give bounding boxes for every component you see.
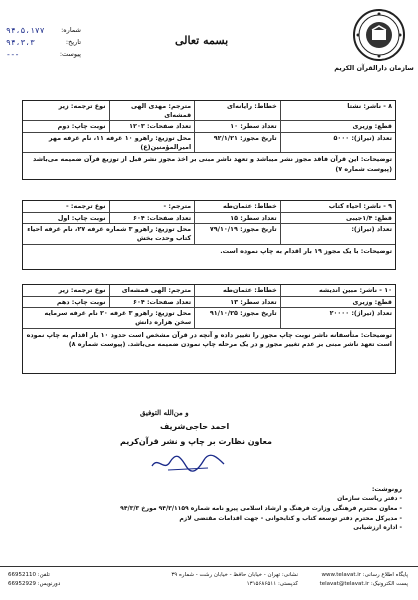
distribution-location: محل توزیع: راهرو ۱۰ غرفه ۱۱، نام غرفه مهر امیرالمؤمنین(ع) — [23, 133, 194, 153]
circulation: تعداد (تیراژ): ۲۰۰۰۰ — [280, 308, 395, 328]
translator: مترجم: مهدی الهی قمشه‌ای — [109, 101, 195, 121]
list-item: - اداره ارزشیابی — [353, 524, 402, 532]
date-row — [6, 36, 81, 48]
translator: مترجم: الهی قمشه‌ای — [109, 285, 195, 297]
pages: تعداد صفحات: ۶۰۴ — [109, 213, 195, 225]
edition: نوبت چاپ: دوم — [23, 121, 109, 133]
size: قطع: وزیری — [280, 297, 395, 309]
date-value: ۹۴،۳،۳ — [6, 37, 35, 47]
organization-name: سازمان دارالقرآن الکریم — [334, 64, 414, 72]
fax-text: دورنویس: 66952929 — [8, 581, 61, 588]
postal-code-text: کدپستی: ۱۳۱۵۶۸۶۵۱۱ — [246, 581, 298, 588]
list-item: - مدیرکل محترم دفتر توسعه کتاب و کتابخوانی - جهت اقدامات مقتضی لازم — [179, 514, 402, 522]
date-label: تاریخ: — [65, 38, 81, 46]
calligrapher: خطاط: عثمان‌طه — [194, 285, 280, 297]
size: قطع: ۱/۴جیبی — [280, 213, 395, 225]
circulation: تعداد (تیراژ): ۵۰۰۰ — [280, 133, 395, 153]
license-date: تاریخ مجوز: ۷۹/۱۰/۱۹ — [194, 224, 280, 244]
letter-meta — [6, 24, 81, 60]
quran-entry-8 — [22, 100, 396, 180]
translator: مترجم: - — [109, 201, 195, 213]
pages: تعداد صفحات: ۱۲۰۳ — [109, 121, 195, 133]
translation-type: نوع ترجمه: - — [23, 201, 109, 213]
organization-logo-icon — [352, 8, 406, 62]
translation-type: نوع ترجمه: زیر — [23, 101, 109, 121]
closing-phrase: و من‌الله التوفیق — [140, 408, 189, 417]
lines: تعداد سطر: ۱۳ — [194, 297, 280, 309]
attachment-value: --- — [6, 49, 19, 59]
signatory-title: معاون نظارت بر چاپ و نشر قرآن‌کریم — [120, 437, 273, 446]
license-date: تاریخ مجوز: ۹۲/۱/۲۱ — [194, 133, 280, 153]
pages: تعداد صفحات: ۶۰۴ — [109, 297, 195, 309]
list-item: - دفتر ریاست سازمان — [337, 495, 402, 503]
distribution-location: محل توزیع: راهرو ۳ شماره غرفه ۲۷، نام غرفه احیاء کتاب وحدت بخش — [23, 224, 194, 244]
footer-web — [320, 571, 408, 590]
lines: تعداد سطر: ۱۵ — [194, 213, 280, 225]
attachment-row — [6, 48, 81, 60]
size: قطع: وزیری — [280, 121, 395, 133]
description: توضیحات: این قرآن فاقد مجوز نشر میباشد و تعهد ناشر مبنی بر اخذ مجوز نشر قبل از توزیع قرآن ضمیمه می‌باشد (پیوست شماره ۷) — [33, 155, 392, 173]
edition: نوبت چاپ: اول — [23, 213, 109, 225]
description: توضیحات: متأسفانه ناشر نوبت چاپ مجوز را تغییر داده و آنچه در قرآن مشخص است حدود ۱۰ بار اقدام به چاپ نموده است تعهد ناشر مبنی بر عدم تغییر مجوز و در یک مرحله چاپ نمودن ضمیمه می‌باشد. (پیوست شماره ۸) — [26, 330, 392, 349]
attachment-label: پیوست: — [59, 50, 81, 58]
number-label: شماره: — [61, 26, 81, 34]
phone-text: تلفن: 66952110 — [8, 572, 50, 578]
number-value: ۹۴،۵،۱۷۷ — [6, 25, 45, 35]
copies-list — [42, 484, 402, 533]
quran-entry-9 — [22, 200, 396, 270]
footer-address — [108, 571, 298, 590]
lines: تعداد سطر: ۱۰ — [194, 121, 280, 133]
letter-footer — [0, 566, 418, 600]
list-item: - معاون محترم فرهنگی وزارت فرهنگ و ارشاد اسلامی پیرو نامه شماره ۹۴/۳/۱۱۵۹ مورخ ۹۴/۳/۳ — [120, 504, 402, 512]
footer-contact — [8, 571, 60, 590]
translation-type: نوع ترجمه: زیر — [23, 285, 109, 297]
quran-entry-10 — [22, 284, 396, 374]
handwritten-signature-icon — [148, 452, 228, 474]
publisher: ۹ - ناشر: احیاء کتاب — [280, 201, 395, 213]
distribution-location: محل توزیع: راهرو ۳ غرفه ۲۰ نام غرفه سرمایه سخن هزاره دانش — [23, 308, 194, 328]
publisher: ۸ - ناشر: نشتا — [280, 101, 395, 121]
signatory-name: احمد حاجی‌شریف — [160, 422, 230, 431]
edition: نوبت چاپ: دهم — [23, 297, 109, 309]
bismillah-heading: بسمه تعالی — [175, 34, 229, 47]
description: توضیحات: با یک مجوز ۱۹ بار اقدام به چاپ نموده است. — [220, 246, 392, 255]
address-text: نشانی: تهران - خیابان حافظ - خیابان رشت - شماره ۳۹ — [171, 572, 298, 578]
calligrapher: خطاط: عثمان‌طه — [194, 201, 280, 213]
copies-title: رونوشت: — [371, 485, 402, 493]
license-date: تاریخ مجوز: ۹۱/۱۰/۲۵ — [194, 308, 280, 328]
email-text: پست الکترونیک: telavat@telavat.ir — [319, 581, 408, 588]
number-row — [6, 24, 81, 36]
website-text: پایگاه اطلاع رسانی: www.telavat.ir — [321, 572, 408, 578]
calligrapher: خطاط: رایانه‌ای — [194, 101, 280, 121]
publisher: ۱۰ - ناشر: مبین اندیشه — [280, 285, 395, 297]
circulation: تعداد (تیراژ): — [280, 224, 395, 244]
